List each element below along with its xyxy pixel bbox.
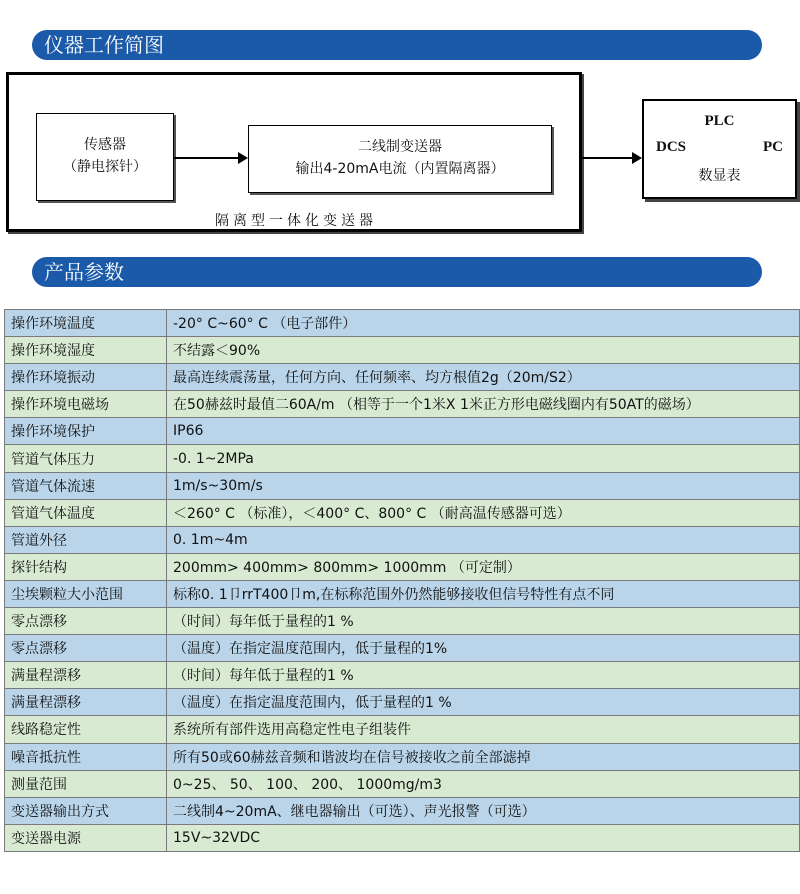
param-name: 满量程漂移: [5, 662, 167, 689]
table-row: [5, 580, 800, 607]
param-value: 最高连续震荡量，任何方向、任何频率、均方根值2g（20m/S2）: [167, 364, 800, 391]
params-table: [4, 309, 800, 852]
receiver-box: [642, 99, 797, 199]
param-name: 探针结构: [5, 553, 167, 580]
table-row: [5, 716, 800, 743]
param-name: 操作环境温度: [5, 310, 167, 337]
table-row: [5, 689, 800, 716]
table-row: [5, 499, 800, 526]
table-row: [5, 824, 800, 851]
param-name: 线路稳定性: [5, 716, 167, 743]
param-value: 不结露＜90%: [167, 337, 800, 364]
section-title-params: 产品参数: [32, 257, 762, 287]
param-name: 管道外径: [5, 526, 167, 553]
param-name: 操作环境电磁场: [5, 391, 167, 418]
param-name: 零点漂移: [5, 635, 167, 662]
param-value: 1m/s~30m/s: [167, 472, 800, 499]
param-name: 管道气体压力: [5, 445, 167, 472]
sensor-box: [36, 113, 174, 201]
transmitter-label: 二线制变送器: [358, 139, 442, 155]
param-value: （时间）每年低于量程的1 %: [167, 662, 800, 689]
table-row: [5, 418, 800, 445]
section-title-diagram: 仪器工作简图: [32, 30, 762, 60]
param-value: 在50赫兹时最值二60A/m （相等于一个1米X 1米正方形电磁线圈内有50AT的磁场）: [167, 391, 800, 418]
param-name: 测量范围: [5, 770, 167, 797]
receiver-dcs: DCS: [656, 139, 687, 155]
param-name: 操作环境振动: [5, 364, 167, 391]
table-row: [5, 770, 800, 797]
param-value: 0~25、 50、 100、 200、 1000mg/m3: [167, 770, 800, 797]
param-value: （温度）在指定温度范围内，低于量程的1 %: [167, 689, 800, 716]
param-name: 操作环境保护: [5, 418, 167, 445]
param-value: -0. 1~2MPa: [167, 445, 800, 472]
arrow-right-icon: [174, 157, 246, 159]
table-row: [5, 608, 800, 635]
param-name: 尘埃颗粒大小范围: [5, 580, 167, 607]
table-row: [5, 526, 800, 553]
table-row: [5, 337, 800, 364]
param-value: 200mm> 400mm> 800mm> 1000mm （可定制）: [167, 553, 800, 580]
param-name: 管道气体温度: [5, 499, 167, 526]
param-name: 满量程漂移: [5, 689, 167, 716]
receiver-display: 数显表: [698, 168, 741, 184]
table-row: [5, 472, 800, 499]
integrated-transmitter-label: 隔离型一体化变送器: [215, 213, 377, 229]
param-name: 噪音抵抗性: [5, 743, 167, 770]
table-row: [5, 743, 800, 770]
param-value: 15V~32VDC: [167, 824, 800, 851]
arrow-right-icon: [582, 157, 640, 159]
param-value: 系统所有部件选用高稳定性电子组装件: [167, 716, 800, 743]
table-row: [5, 310, 800, 337]
param-value: 二线制4~20mA、继电器输出（可选）、声光报警（可选）: [167, 797, 800, 824]
table-row: [5, 635, 800, 662]
param-value: （时间）每年低于量程的1 %: [167, 608, 800, 635]
param-value: ＜260° C （标准），＜400° C、800° C （耐高温传感器可选）: [167, 499, 800, 526]
param-value: 所有50或60赫兹音频和谐波均在信号被接收之前全部滤掉: [167, 743, 800, 770]
transmitter-box: [248, 125, 552, 193]
table-row: [5, 364, 800, 391]
param-value: -20° C~60° C （电子部件）: [167, 310, 800, 337]
table-row: [5, 797, 800, 824]
param-value: 标称0. 1卩rrT400卩m,在标称范围外仍然能够接收但信号特性有点不同: [167, 580, 800, 607]
table-row: [5, 662, 800, 689]
param-value: （温度）在指定温度范围内，低于量程的1%: [167, 635, 800, 662]
table-row: [5, 553, 800, 580]
param-name: 管道气体流速: [5, 472, 167, 499]
transmitter-sublabel: 输出4-20mA电流（内置隔离器）: [295, 161, 505, 177]
param-name: 变送器电源: [5, 824, 167, 851]
param-name: 操作环境湿度: [5, 337, 167, 364]
sensor-sublabel: （静电探针）: [63, 159, 147, 175]
param-name: 变送器输出方式: [5, 797, 167, 824]
param-value: IP66: [167, 418, 800, 445]
param-value: 0. 1m~4m: [167, 526, 800, 553]
sensor-label: 传感器: [84, 137, 126, 153]
receiver-pc: PC: [763, 139, 783, 155]
receiver-plc: PLC: [704, 113, 735, 129]
param-name: 零点漂移: [5, 608, 167, 635]
table-row: [5, 391, 800, 418]
table-row: [5, 445, 800, 472]
